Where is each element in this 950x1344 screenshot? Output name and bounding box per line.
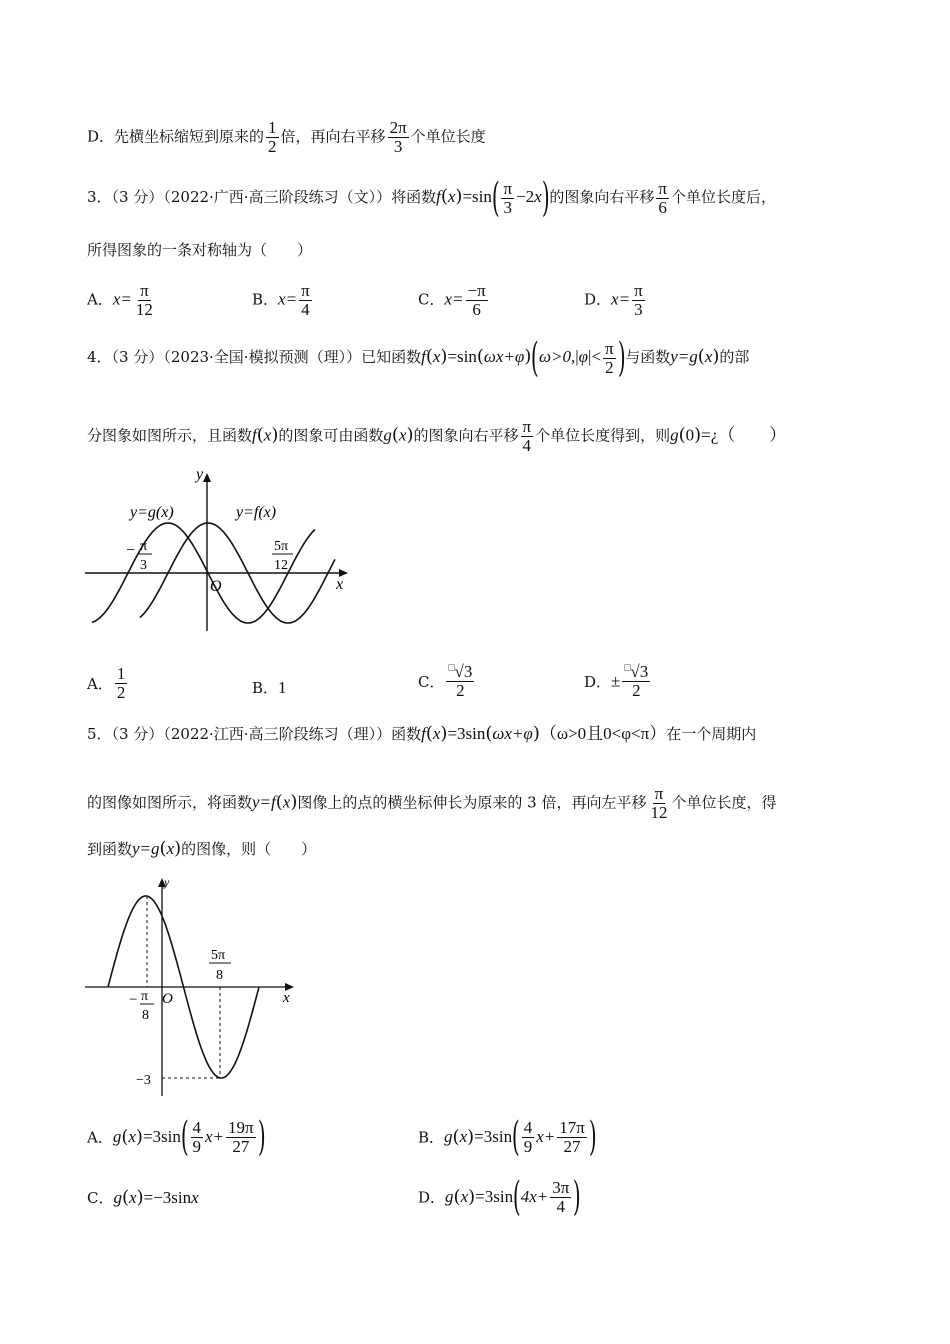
q3-option-d[interactable]: D．x= $\frac{\pi}{3}$	[584, 281, 643, 319]
q3-option-c[interactable]: C．x= $\frac{-\pi}{6}$	[418, 281, 486, 319]
q4-graph	[80, 465, 360, 640]
left-tick-sign: −	[126, 542, 136, 559]
q4-option-a[interactable]: A． $\frac{1}{2}$	[87, 664, 126, 702]
right-tick-num: 5π	[274, 539, 289, 554]
y-label: y	[164, 875, 170, 889]
q4-stem: 4．（3 分）（2023·全国·模拟预测（理））已知函数f(x)=sin(ωx+φ)(ω>0,|φ|< $\frac{\pi}{2}$ )与函数y=g(x)的部	[87, 335, 750, 381]
q5-option-d[interactable]: D．g(x)=3sin(4x+ $\frac{3\pi}{4}$ )	[418, 1174, 582, 1220]
q3-stem-line2: 所得图象的一条对称轴为（ ）	[87, 241, 313, 259]
q2-option-d[interactable]: D．先横坐标缩短到原来的 $\frac{1}{2}$ 倍，再向右平移 $\frac{2\pi}{3}$ 个单位长度	[87, 118, 486, 156]
q4-stem-line2: 分图象如图所示，且函数f(x)的图象可由函数g(x)的图象向右平移 $\frac{\pi}{4}$ 个单位长度得到，则g(0)=¿（ ）	[87, 417, 787, 455]
q3-option-b[interactable]: B．x= $\frac{\pi}{4}$	[252, 281, 310, 319]
label-g: y=g(x)	[130, 504, 174, 521]
q3-stem: 3．（3 分）（2022·广西·高三阶段练习（文））将函数f(x)=sin( $\frac{\pi}{3}$ −2x)的图象向右平移 $\frac{\pi}{6}$ 个单位长度后，	[87, 175, 776, 221]
q4-option-b[interactable]: B．1	[252, 678, 287, 697]
q4-option-d[interactable]: D．± $\frac{^□√3}{2}$	[584, 662, 649, 700]
y-axis-arrow	[203, 473, 211, 482]
min-label: −3	[136, 1073, 151, 1088]
x-label: x	[283, 990, 290, 1006]
q5-stem-line3: 到函数y=g(x)的图像，则（ ）	[87, 838, 317, 859]
left-tick-sign: −	[129, 992, 138, 1008]
right-tick-num: 5π	[211, 948, 226, 963]
fraction: $\frac{2\pi}{3}$	[389, 118, 407, 156]
q5-stem-line2: 的图像如图所示，将函数y=f(x)图像上的点的横坐标伸长为原来的 3 倍，再向左平移 $\frac{\pi}{12}$ 个单位长度，得	[87, 784, 777, 822]
y-label: y	[196, 466, 204, 483]
origin-label: O	[162, 991, 173, 1007]
left-tick-num: π	[141, 989, 149, 1004]
q3-option-a[interactable]: A．x= $\frac{\pi}{12}$	[87, 281, 153, 319]
right-tick-den: 8	[216, 968, 223, 983]
q5-stem: 5．（3 分）（2022·江西·高三阶段练习（理））函数f(x)=3sin(ωx+φ)（ω>0且0<φ<π）在一个周期内	[87, 723, 757, 744]
origin-label: O	[210, 578, 222, 595]
q5-option-a[interactable]: A．g(x)=3sin( $\frac{4}{9}$ x+ $\frac{19\pi}{27}$ )	[87, 1114, 266, 1160]
q5-graph	[80, 868, 310, 1103]
left-tick-den: 3	[140, 558, 147, 573]
left-tick-num: π	[140, 539, 148, 554]
q4-option-c[interactable]: C． $\frac{^□√3}{2}$	[418, 662, 473, 700]
q5-option-b[interactable]: B．g(x)=3sin( $\frac{4}{9}$ x+ $\frac{17\pi}{27}$ )	[418, 1114, 597, 1160]
x-label: x	[336, 576, 344, 593]
left-tick-den: 8	[142, 1008, 149, 1023]
right-tick-den: 12	[274, 558, 288, 573]
fraction: $\frac{1}{2}$	[268, 118, 277, 156]
q5-option-c[interactable]: C．g(x)=−3sinx	[87, 1187, 199, 1208]
option-label: D．	[87, 127, 115, 146]
label-f: y=f(x)	[236, 504, 277, 521]
